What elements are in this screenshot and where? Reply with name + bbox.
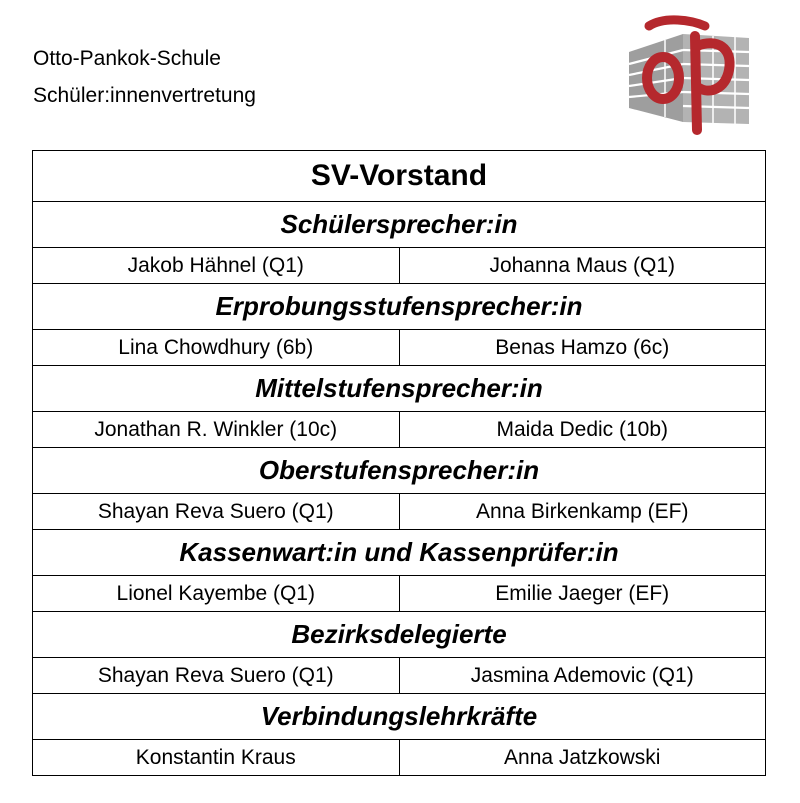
- section-heading: Kassenwart:in und Kassenprüfer:in: [33, 530, 766, 576]
- section-heading: Verbindungslehrkräfte: [33, 694, 766, 740]
- member-row: [33, 412, 766, 448]
- member-name: Lina Chowdhury (6b): [33, 330, 400, 366]
- member-row: [33, 658, 766, 694]
- member-name: Jonathan R. Winkler (10c): [33, 412, 400, 448]
- member-name: Anna Birkenkamp (EF): [399, 494, 766, 530]
- section-heading-row: [33, 284, 766, 330]
- section-heading: Mittelstufensprecher:in: [33, 366, 766, 412]
- section-heading: Oberstufensprecher:in: [33, 448, 766, 494]
- member-name: Konstantin Kraus: [33, 740, 400, 776]
- member-name: Benas Hamzo (6c): [399, 330, 766, 366]
- school-header: [33, 40, 256, 114]
- section-heading-row: [33, 530, 766, 576]
- member-name: Jakob Hähnel (Q1): [33, 248, 400, 284]
- section-heading: Erprobungsstufensprecher:in: [33, 284, 766, 330]
- section-heading-row: [33, 202, 766, 248]
- member-name: Shayan Reva Suero (Q1): [33, 494, 400, 530]
- section-heading-row: [33, 366, 766, 412]
- member-name: Shayan Reva Suero (Q1): [33, 658, 400, 694]
- section-heading: Bezirksdelegierte: [33, 612, 766, 658]
- member-name: Jasmina Ademovic (Q1): [399, 658, 766, 694]
- school-name: Otto-Pankok-Schule: [33, 47, 221, 70]
- section-heading: Schülersprecher:in: [33, 202, 766, 248]
- member-row: [33, 576, 766, 612]
- section-heading-row: [33, 694, 766, 740]
- member-name: Maida Dedic (10b): [399, 412, 766, 448]
- member-row: [33, 740, 766, 776]
- section-heading-row: [33, 612, 766, 658]
- member-name: Emilie Jaeger (EF): [399, 576, 766, 612]
- member-name: Lionel Kayembe (Q1): [33, 576, 400, 612]
- member-row: [33, 248, 766, 284]
- member-row: [33, 494, 766, 530]
- sv-board-table: [32, 150, 766, 776]
- section-heading-row: [33, 448, 766, 494]
- member-name: Anna Jatzkowski: [399, 740, 766, 776]
- board-title-row: [33, 151, 766, 202]
- op-school-logo-icon: [625, 12, 755, 137]
- board-title: SV-Vorstand: [33, 151, 766, 202]
- member-name: Johanna Maus (Q1): [399, 248, 766, 284]
- member-row: [33, 330, 766, 366]
- department-name: Schüler:innenvertretung: [33, 84, 256, 107]
